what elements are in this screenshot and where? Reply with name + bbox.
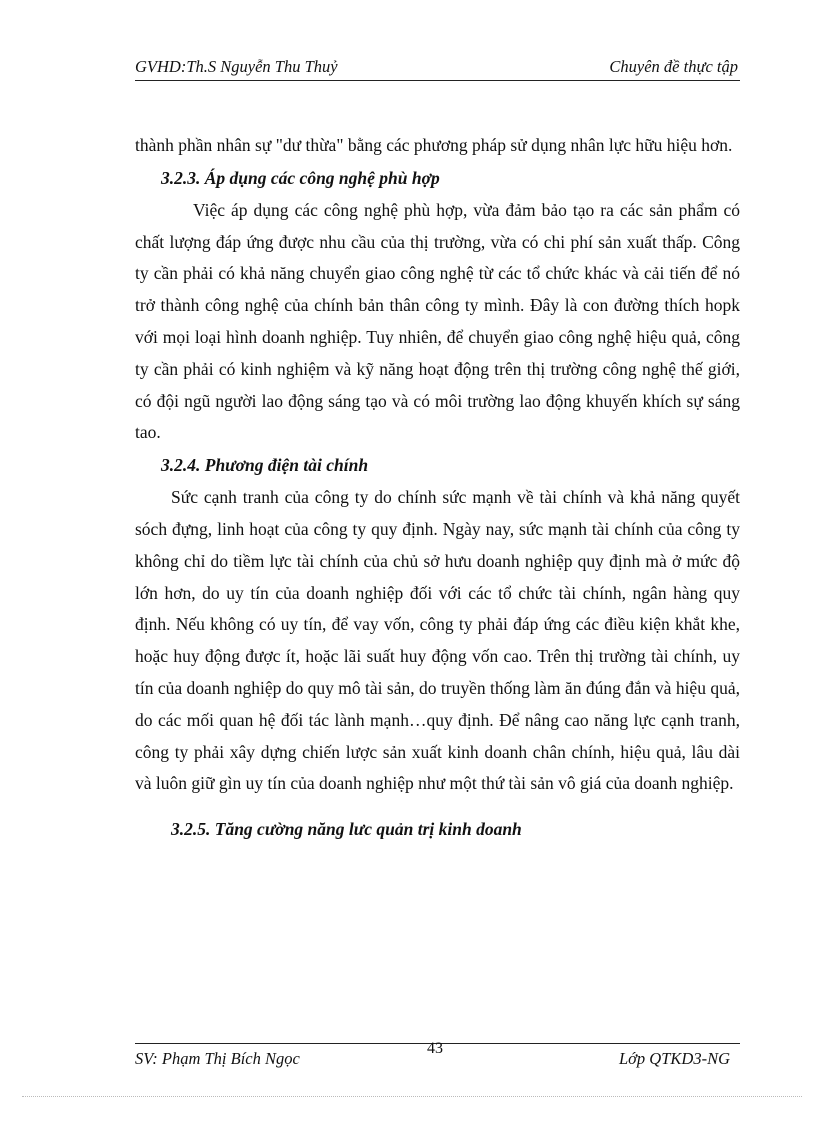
paragraph-intro: thành phần nhân sự "dư thừa" bằng các phương pháp sử dụng nhân lực hữu hiệu hơn. <box>135 135 733 155</box>
header-instructor: GVHD:Th.S Nguyễn Thu Thuỷ <box>135 57 338 76</box>
page-header <box>135 56 740 81</box>
section-heading-3-2-3: 3.2.3. Áp dụng các công nghệ phù hợp <box>161 167 440 188</box>
page-number: 43 <box>427 1040 443 1057</box>
section-heading-3-2-5: 3.2.5. Tăng cường năng lưc quản trị kinh doanh <box>171 819 522 840</box>
page-bottom-divider <box>22 1096 802 1097</box>
paragraph-3-2-4: Sức cạnh tranh của công ty do chính sức mạnh về tài chính và khả năng quyết sóch đựng, linh hoạt của công ty quy định. Ngày nay, sức mạnh tài chính của công ty không chỉ do tiềm lực tài chính của chủ sở hưu doanh nghiệp quy định mà ở mức độ lớn hơn, do uy tín của doanh nghiệp đối với các tổ chức tài chính, ngân hàng quy định. Nếu không có uy tín, để vay vốn, công ty phải đáp ứng các điều kiện khắt khe, hoặc huy động được ít, hoặc lãi suất huy động vốn cao. Trên thị trường tài chính, uy tín của doanh nghiệp do quy mô tài sản, do truyền thống làm ăn đúng đắn và hiệu quả, do các mối quan hệ đối tác lành mạnh…quy định. Để nâng cao năng lực cạnh tranh, công ty phải xây dựng chiến lược sản xuất kinh doanh chân chính, hiệu quả, lâu dài và luôn giữ gìn uy tín của doanh nghiệp như một thứ tài sản vô giá của doanh nghiệp. <box>135 487 740 794</box>
paragraph-3-2-3: Việc áp dụng các công nghệ phù hợp, vừa đảm bảo tạo ra các sản phẩm có chất lượng đáp ứng được nhu cầu của thị trường, vừa có chi phí sản xuất thấp. Công ty cần phải có khả năng chuyển giao công nghệ từ các tổ chức khác và cải tiến để nó trở thành công nghệ của chính bản thân công ty mình. Đây là con đường thích hopk với mọi loại hình doanh nghiệp. Tuy nhiên, để chuyển giao công nghệ hiệu quả, công ty cần phải có kinh nghiệm và kỹ năng hoạt động trên thị trường công nghệ thế giới, có đội ngũ người lao động sáng tạo và có môi trường lao động khuyến khích sự sáng tao. <box>135 199 740 443</box>
footer-class: Lớp QTKD3-NG <box>618 1049 730 1068</box>
page-footer <box>135 1040 740 1072</box>
section-heading-3-2-4: 3.2.4. Phương điện tài chính <box>161 455 369 476</box>
header-report-type: Chuyên đề thực tập <box>609 57 738 76</box>
page-body <box>135 130 740 846</box>
footer-student: SV: Phạm Thị Bích Ngọc <box>135 1049 300 1068</box>
